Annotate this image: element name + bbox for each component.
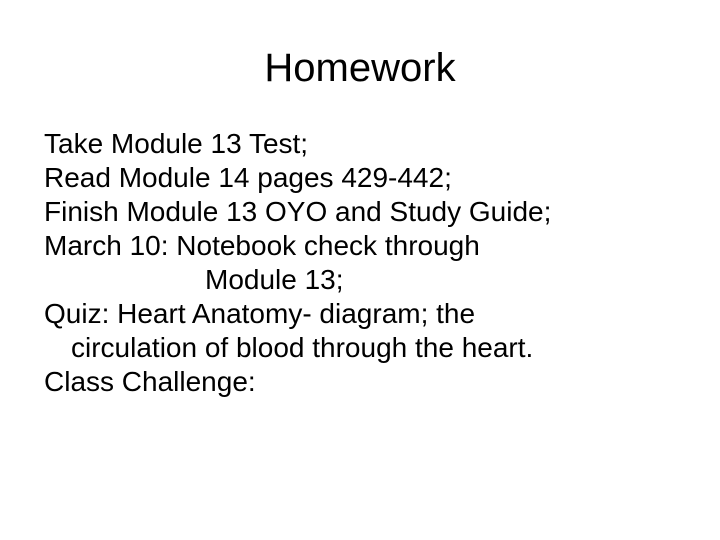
homework-line-finish-oyo: Finish Module 13 OYO and Study Guide; <box>44 196 552 227</box>
homework-line-read-module-14: Read Module 14 pages 429-442; <box>44 162 452 193</box>
homework-line-notebook-check-continued: Module 13; <box>205 264 344 295</box>
slide-title: Homework <box>264 46 456 90</box>
homework-list <box>44 127 704 399</box>
homework-line-quiz-continued: circulation of blood through the heart. <box>71 332 534 363</box>
homework-line-module-13-test: Take Module 13 Test; <box>44 128 309 159</box>
homework-line-class-challenge: Class Challenge: <box>44 366 256 397</box>
homework-line-quiz: Quiz: Heart Anatomy- diagram; the <box>44 298 476 329</box>
homework-line-notebook-check: March 10: Notebook check through <box>44 230 480 261</box>
